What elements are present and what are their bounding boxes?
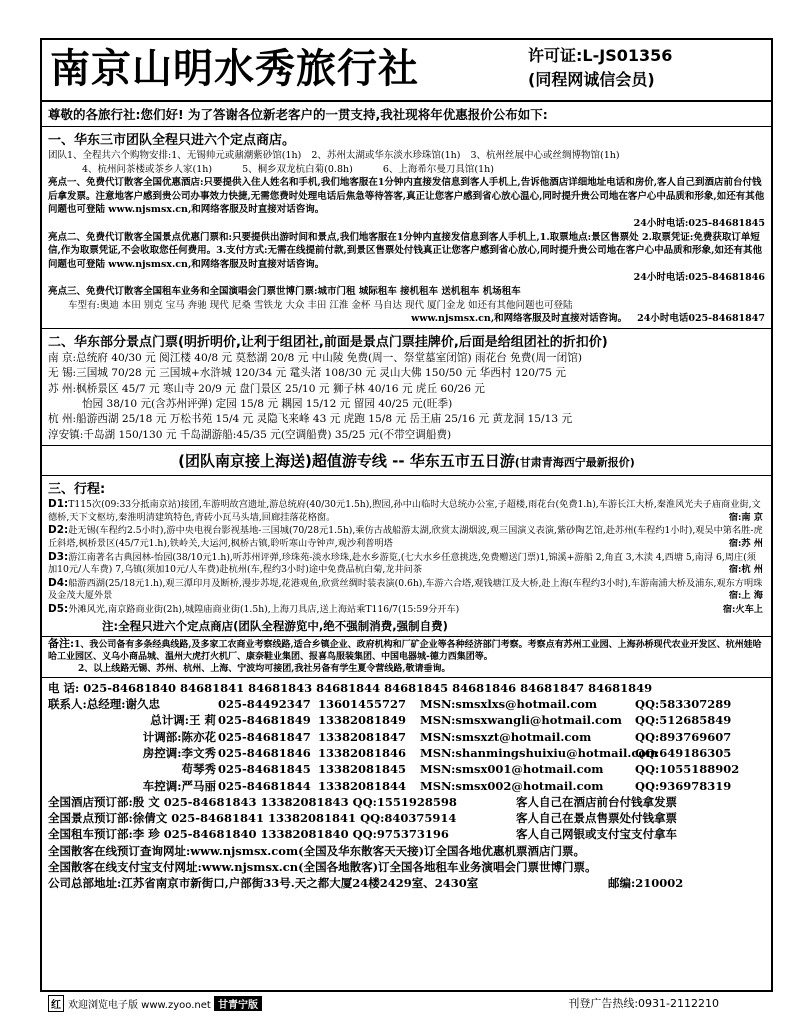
highlight-3: 亮点三、免费代订散客全国租车业务和全国演唱会门票世博门票:城市门租 城际租车 接机租车 送机租车 机场租车 车型有:奥迪 本田 别克 宝马 奔驰 现代 尼桑 雪铁龙 大众 丰田 江淮 金杯 马自达 现代 厦门金龙 如还有其他问题也可登陆 www.njsmsx.cn,和网络客服及时直接对话咨询。 24小时电话025-84681847 bbox=[48, 285, 765, 325]
license-number: 许可证:L-JS01356 bbox=[528, 46, 673, 65]
shop-item: 4、杭州问茶楼或茶乡人家(1h) bbox=[82, 163, 213, 175]
itinerary-day: D5:外滩风光,南京路商业街(2h),城隍庙商业街(1.5h),上海刀具店,送上海站乘T116/7(15:59分开车) 宿:火车上 bbox=[48, 602, 763, 615]
contact-row: 车控调:严马丽 025-84681844 13382081844 MSN:smsx002@hotmail.com QQ:936978319 bbox=[142, 778, 732, 793]
shop-item: 团队1、全程共六个购物安排:1、无锡帅元或鼐潮紫砂馆(1h) bbox=[48, 150, 302, 161]
header bbox=[42, 40, 771, 102]
contact-row: 苟琴秀 025-84681845 13382081845 MSN:smsx001@hotmail.com QQ:1055188902 bbox=[181, 762, 740, 777]
website-row: 全国散客在线预订查询网址:www.njsmsx.com(全国及华东散客天天接)订全国各地优惠机票酒店门票。 bbox=[48, 843, 586, 858]
contact-row: 联系人:总经理:谢久忠 025-84492347 13601455727 MSN:smsxlxs@hotmail.com QQ:583307289 bbox=[48, 697, 732, 712]
promo-banner bbox=[42, 446, 771, 475]
remarks bbox=[42, 637, 771, 677]
accommodation: 宿:苏 州 bbox=[725, 538, 763, 551]
shop-item: 5、桐乡双龙杭白菊(0.8h) bbox=[242, 163, 353, 175]
itinerary-day: D1:T115次(09:33分抵南京站)接团,车游明故宫遗址,游总统府(40/30元1.5h),煦园,孙中山临时大总统办公室,子超楼,雨花台(免费1.h),车游长江大桥,秦淮风光夫子庙商业街,文德桥,天下文枢坊,秦淮明清建筑特色,青砖小瓦马头墙,回廊挂落花格窗。 宿:南 京 bbox=[48, 498, 763, 523]
highlight-2: 亮点二、免费代订散客全国景点优惠门票和:只要提供出游时间和景点,我们地客服在1分钟内直接发信息到客人手机上,1.取票地点:景区售票处 2.取票凭证:免费获取订单短信,作为取票凭证,不会收取您任何费用。3.支付方式:无需在线提前付款,到景区售票处付钱真正让您客户感到省心放心,同时提升贵公司地在客户心中品质和形象,如还有其他问题也可登陆 www.njsmsx.cn,和网络客服及时直接对话咨询。 24小时电话:025-84681846 bbox=[48, 231, 765, 284]
ticket-table bbox=[42, 351, 771, 443]
zip-code: 邮编:210002 bbox=[608, 876, 684, 891]
accommodation: 宿:南 京 bbox=[725, 512, 763, 525]
ticket-row: 淳安镇:千岛湖 150/130 元 千岛湖游船:45/35 元(空调船费) 35/25 元(不带空调船费) bbox=[48, 428, 452, 441]
remark-1: 1、我公司备有多条经典线路,及多家工农商业考察线路,适合乡镇企业、政府机构和厂矿企业等各种经济部门考察。考察点有苏州工业园、上海孙桥现代农业开发区、杭州娃哈哈工业园区、义乌小商品城、温州大虎打火机厂、康奈鞋业集团、报喜鸟服装集团、中国电器城-德力西集团等。 bbox=[48, 639, 762, 662]
booking-row: 全国景点预订部:徐倩文 025-84681841 13382081841 QQ:840375914 客人自己在景点售票处付钱拿票 bbox=[48, 811, 677, 826]
booking-row: 全国租车预订部:李 珍 025-84681840 13382081840 QQ:975373196 客人自己网银或支付宝支付拿车 bbox=[48, 827, 677, 842]
ticket-row: 怡园 38/10 元(含苏州评弹) 定园 15/8 元 耦园 15/12 元 留园 40/25 元(旺季) bbox=[82, 397, 453, 410]
accommodation: 宿:杭 州 bbox=[725, 564, 763, 577]
itinerary-day: D2:赴无锡(车程约2.5小时),游中央电视台影视基地-三国城(70/28元1.5h),乘仿古战船游太湖,欣赏太湖烟波,观三国演义表演,紫砂陶艺馆,赴苏州(车程约1小时),观吴中第名胜-虎丘斜塔,枫桥景区(45/7元1.h),铁岭关,大运河,枫桥古镇,聆听寒山寺钟声,观沙利普明塔 宿:苏 州 bbox=[48, 524, 763, 549]
remarks-label: 备注: bbox=[48, 636, 75, 650]
itinerary-day: D4:船游西湖(25/18元1.h),观三潭印月及断桥,漫步苏堤,花港观鱼,欣赏丝绸时装表演(0.6h),车游六合塔,观钱塘江及大桥,赴上海(车程约3小时),车游南浦大桥及浦东,观东方明珠及金茂大厦外景 宿:上 海 bbox=[48, 576, 763, 602]
booking-row: 全国酒店预订部:殷 文 025-84681843 13382081843 QQ:1551928598 客人自己在酒店前台付钱拿发票 bbox=[48, 794, 677, 809]
highlight-2-tel: 24小时电话:025-84681846 bbox=[633, 272, 765, 284]
brand-title: 南京山明水秀旅行社 bbox=[50, 46, 419, 92]
highlight-1-tel: 24小时电话:025-84681845 bbox=[633, 217, 765, 229]
footer-website: 欢迎浏览电子版 www.zyoo.net bbox=[68, 1000, 211, 1011]
car-models: 车型有:奥迪 本田 别克 宝马 奔驰 现代 尼桑 雪铁龙 大众 丰田 江淮 金杯 马自达 现代 厦门金龙 如还有其他问题也可登陆 bbox=[68, 299, 573, 311]
contact-row: 总计调:王 莉 025-84681849 13382081849 MSN:smsxwangli@hotmail.com QQ:512685849 bbox=[150, 713, 732, 728]
promo-subtitle: (甘肃青海西宁最新报价) bbox=[514, 456, 635, 470]
highlight-3-tel: 24小时电话025-84681847 bbox=[637, 313, 765, 325]
footer bbox=[40, 990, 769, 1014]
shop-item: 3、杭州丝展中心或丝绸博物馆(1h) bbox=[470, 150, 620, 161]
ticket-row: 南 京:总统府 40/30 元 阅江楼 40/8 元 莫愁湖 20/8 元 中山陵 免费(周一、祭堂墓室闭馆) 雨花台 免费(周一闭馆) bbox=[48, 351, 582, 364]
highlight-1: 亮点一、免费代订散客全国优惠酒店:只要提供入住人姓名和手机,我们地客服在1分钟内直接发信息到客人手机上,告诉他酒店详细地址电话和房价,客人自己到酒店前台付钱后拿发票。注意地客户感到贵公司办事效力快捷,无需您费时处理电话后焦急等待答客,真正让您客户感到省心放心温心,同时提升贵公司地在客户心中品质和形象,如还有其他问题也可登陆 www.njsmsx.cn,和网络客服及时直接对话咨询。 24小时电话:025-84681845 bbox=[48, 177, 765, 229]
ticket-row: 苏 州:枫桥景区 45/7 元 寒山寺 20/9 元 盘门景区 25/10 元 狮子林 40/16 元 虎丘 60/26 元 bbox=[48, 382, 485, 395]
promo-title: (团队南京接上海送)超值游专线 -- 华东五市五日游 bbox=[178, 452, 515, 471]
shop-item: 2、苏州太湖或华东淡水珍珠馆(1h) bbox=[311, 150, 461, 161]
section3-title: 三、行程: bbox=[48, 482, 106, 498]
highlight-3-web: www.njsmsx.cn,和网络客服及时直接对话咨询。 bbox=[411, 313, 628, 325]
contact-row: 房控调:李文秀 025-84681846 13382081846 MSN:shanmingshuixiu@hotmail.comQQ:649186305 bbox=[142, 745, 732, 760]
contact-row: 计调部:陈亦花 025-84681847 13382081847 MSN:smsxzt@hotmail.com QQ:893769607 bbox=[142, 729, 732, 744]
newspaper-logo: 红 bbox=[48, 995, 64, 1012]
contact-block bbox=[42, 678, 771, 892]
section1-title: 一、华东三市团队全程只进六个定点商店。 bbox=[48, 133, 296, 148]
itinerary-day: D3:游江南著名古典园林-怡园(38/10元1.h),听苏州评弹,珍珠苑-淡水珍珠,赴水乡游览,(七大水乡任意挑选,免费赠送门票)1,锦溪+游船 2,角直 3,木渎 4,西塘 5,南浔 6,周庄(须加10元/人车费) 7,乌镇(须加10元/人车费)赴杭州(车,程约3小时)途中免费品杭白菊,龙井问茶 宿:杭 州 bbox=[48, 550, 763, 576]
itinerary-note: 注:全程只进六个定点商店(团队全程游览中,绝不强制消费,强制自费) bbox=[102, 618, 448, 633]
ad-hotline: 刊登广告热线:0931-2112210 bbox=[568, 997, 719, 1010]
shop-item: 6、上海希尔曼刀具馆(1h) bbox=[382, 163, 494, 175]
edition-badge: 甘青宁版 bbox=[214, 996, 262, 1011]
address-row: 公司总部地址:江苏省南京市新街口,户部街33号.天之都大厦24楼2429室、2430室 邮编:210002 bbox=[48, 876, 684, 891]
website-row: 全国散客在线支付宝支付网址:www.njsmsx.cn(全国各地散客)订全国各地租车业务演唱会门票世博门票。 bbox=[48, 859, 597, 874]
intro-text: 尊敬的各旅行社:您们好! 为了答谢各位新老客户的一贯支持,我社现将年优惠报价公布如下: bbox=[42, 102, 771, 127]
remark-2: 2、以上线路无锡、苏州、杭州、上海、宁波均可接团,我社另备有学生夏令营线路,敬请垂询。 bbox=[78, 664, 451, 675]
accommodation: 宿:上 海 bbox=[725, 590, 763, 603]
shop-list bbox=[42, 149, 771, 176]
advertisement-page bbox=[40, 38, 773, 992]
section2-title: 二、华东部分景点门票(明折明价,让利于组团社,前面是景点门票挂牌价,后面是给组团社的折扣价) bbox=[48, 334, 608, 350]
ticket-row: 无 锡:三国城 70/28 元 三国城+水浒城 120/34 元 鼋头渚 108/30 元 灵山大佛 150/50 元 华西村 120/75 元 bbox=[48, 367, 566, 380]
member-label: (同程网诚信会员) bbox=[528, 70, 655, 89]
accommodation: 宿:火车上 bbox=[719, 604, 763, 617]
ticket-row: 杭 州:船游西湖 25/18 元 万松书苑 15/4 元 灵隐飞来峰 43 元 虎跑 15/8 元 岳王庙 25/16 元 黄龙洞 15/13 元 bbox=[48, 413, 573, 426]
phone-row: 电 话: 025-84681840 84681841 84681843 84681844 84681845 84681846 84681847 84681849 bbox=[48, 680, 653, 695]
